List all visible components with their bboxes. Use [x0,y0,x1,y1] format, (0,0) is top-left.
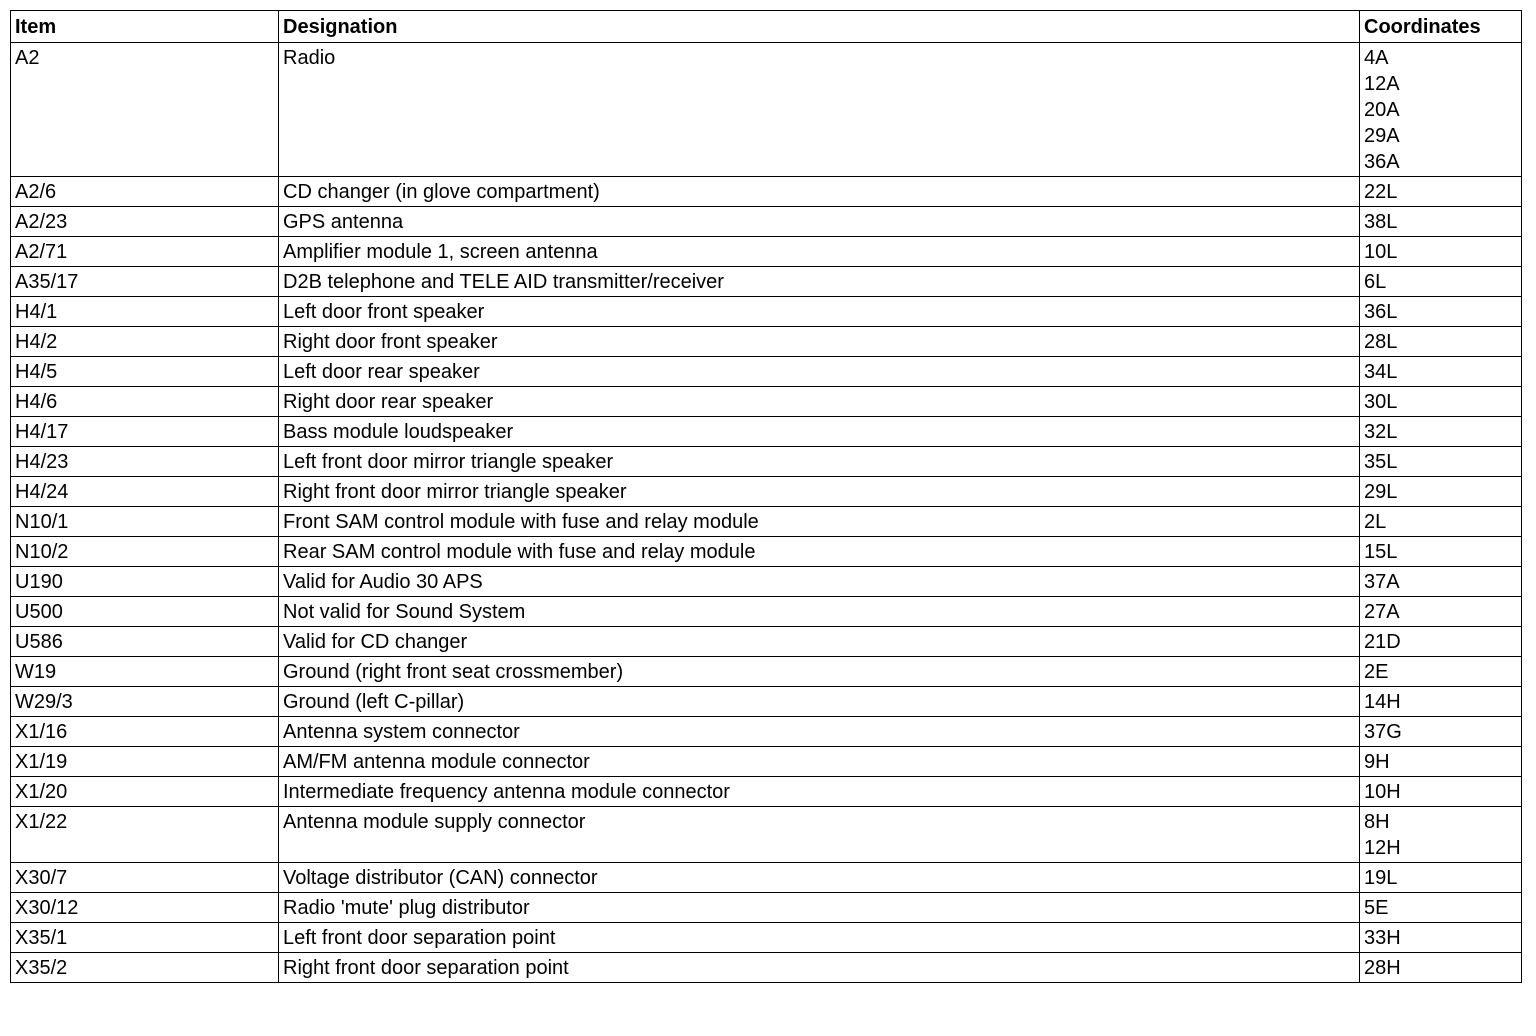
item-code-cell: X30/7 [11,863,279,893]
coordinate-value: 2E [1364,661,1389,683]
coordinates-cell [1360,447,1522,477]
table-row [11,43,1522,177]
coordinates-cell [1360,777,1522,807]
coordinate-value: 5E [1364,897,1389,919]
coordinates-cell [1360,807,1522,863]
designation-cell: Valid for Audio 30 APS [279,567,1360,597]
table-row [11,447,1522,477]
table-row [11,177,1522,207]
coordinate-value: 12A [1364,73,1400,95]
item-code-cell: U586 [11,627,279,657]
header-item: Item [11,11,279,43]
designation-cell: Valid for CD changer [279,627,1360,657]
item-code-cell: X35/1 [11,923,279,953]
coordinates-cell [1360,477,1522,507]
table-row [11,417,1522,447]
table-row [11,507,1522,537]
table-row [11,537,1522,567]
coordinate-value: 8H [1364,811,1390,833]
designation-cell: Front SAM control module with fuse and relay module [279,507,1360,537]
coordinate-value: 15L [1364,541,1398,563]
coordinate-value: 21D [1364,631,1401,653]
header-row [11,11,1522,43]
coordinates-cell [1360,627,1522,657]
designation-cell: Right front door separation point [279,953,1360,983]
coordinate-value: 10L [1364,241,1398,263]
coordinate-value: 30L [1364,391,1398,413]
item-code-cell: H4/2 [11,327,279,357]
coordinates-cell [1360,953,1522,983]
coordinate-value: 28L [1364,331,1398,353]
table-row [11,717,1522,747]
designation-cell: Left door front speaker [279,297,1360,327]
item-code-cell: H4/5 [11,357,279,387]
table-row [11,327,1522,357]
item-code-cell: X1/22 [11,807,279,863]
coordinate-value: 4A [1364,47,1389,69]
table-row [11,567,1522,597]
designation-cell: Antenna system connector [279,717,1360,747]
table-row [11,597,1522,627]
item-code-cell: H4/1 [11,297,279,327]
coordinates-cell [1360,657,1522,687]
coordinates-cell [1360,537,1522,567]
table-row [11,807,1522,863]
coordinate-value: 34L [1364,361,1398,383]
coordinates-cell [1360,387,1522,417]
designation-cell: Bass module loudspeaker [279,417,1360,447]
designation-cell: Radio 'mute' plug distributor [279,893,1360,923]
item-code-cell: H4/24 [11,477,279,507]
coordinate-value: 2L [1364,511,1387,533]
item-code-cell: H4/6 [11,387,279,417]
table-row [11,657,1522,687]
designation-cell: Radio [279,43,1360,177]
designation-cell: Right door rear speaker [279,387,1360,417]
item-code-cell: N10/2 [11,537,279,567]
coordinates-cell [1360,177,1522,207]
table-header [11,11,1522,43]
coordinate-value: 37A [1364,571,1400,593]
table-row [11,953,1522,983]
component-legend-table [10,10,1522,983]
coordinate-value: 33H [1364,927,1401,949]
coordinate-value: 20A [1364,99,1400,121]
designation-cell: Ground (left C-pillar) [279,687,1360,717]
designation-cell: GPS antenna [279,207,1360,237]
coordinates-cell [1360,297,1522,327]
item-code-cell: A2/6 [11,177,279,207]
item-code-cell: U190 [11,567,279,597]
designation-cell: Intermediate frequency antenna module connector [279,777,1360,807]
item-code-cell: N10/1 [11,507,279,537]
table-row [11,207,1522,237]
table-body [11,43,1522,983]
designation-cell: Not valid for Sound System [279,597,1360,627]
coordinates-cell [1360,597,1522,627]
item-code-cell: W29/3 [11,687,279,717]
item-code-cell: U500 [11,597,279,627]
item-code-cell: H4/17 [11,417,279,447]
table-row [11,267,1522,297]
item-code-cell: X1/19 [11,747,279,777]
item-code-cell: W19 [11,657,279,687]
table-row [11,923,1522,953]
designation-cell: Left front door separation point [279,923,1360,953]
coordinate-value: 6L [1364,271,1387,293]
table-row [11,627,1522,657]
coordinates-cell [1360,923,1522,953]
coordinates-cell [1360,717,1522,747]
coordinates-cell [1360,687,1522,717]
header-designation: Designation [279,11,1360,43]
coordinates-cell [1360,357,1522,387]
coordinate-value: 22L [1364,181,1398,203]
item-code-cell: A35/17 [11,267,279,297]
header-coordinates: Coordinates [1360,11,1522,43]
item-code-cell: H4/23 [11,447,279,477]
table-row [11,747,1522,777]
designation-cell: Left front door mirror triangle speaker [279,447,1360,477]
table-row [11,863,1522,893]
designation-cell: D2B telephone and TELE AID transmitter/receiver [279,267,1360,297]
item-code-cell: X30/12 [11,893,279,923]
coordinates-cell [1360,43,1522,177]
table-row [11,237,1522,267]
item-code-cell: X35/2 [11,953,279,983]
table-row [11,387,1522,417]
item-code-cell: A2/71 [11,237,279,267]
coordinate-value: 12H [1364,837,1401,859]
item-code-cell: A2 [11,43,279,177]
table-row [11,777,1522,807]
coordinates-cell [1360,207,1522,237]
coordinates-cell [1360,863,1522,893]
coordinates-cell [1360,893,1522,923]
designation-cell: Amplifier module 1, screen antenna [279,237,1360,267]
coordinates-cell [1360,567,1522,597]
coordinate-value: 35L [1364,451,1398,473]
coordinate-value: 29A [1364,125,1400,147]
coordinate-value: 37G [1364,721,1402,743]
designation-cell: Rear SAM control module with fuse and relay module [279,537,1360,567]
coordinates-cell [1360,237,1522,267]
table-row [11,357,1522,387]
table-row [11,893,1522,923]
item-code-cell: A2/23 [11,207,279,237]
coordinate-value: 36L [1364,301,1398,323]
table-row [11,297,1522,327]
item-code-cell: X1/20 [11,777,279,807]
designation-cell: Ground (right front seat crossmember) [279,657,1360,687]
coordinate-value: 27A [1364,601,1400,623]
coordinate-value: 9H [1364,751,1390,773]
coordinate-value: 10H [1364,781,1401,803]
coordinates-cell [1360,747,1522,777]
coordinate-value: 28H [1364,957,1401,979]
table-row [11,687,1522,717]
designation-cell: Voltage distributor (CAN) connector [279,863,1360,893]
designation-cell: Right door front speaker [279,327,1360,357]
designation-cell: Antenna module supply connector [279,807,1360,863]
coordinate-value: 36A [1364,151,1400,173]
designation-cell: AM/FM antenna module connector [279,747,1360,777]
designation-cell: CD changer (in glove compartment) [279,177,1360,207]
designation-cell: Right front door mirror triangle speaker [279,477,1360,507]
coordinate-value: 32L [1364,421,1398,443]
table-row [11,477,1522,507]
coordinates-cell [1360,327,1522,357]
coordinates-cell [1360,417,1522,447]
coordinate-value: 38L [1364,211,1398,233]
designation-cell: Left door rear speaker [279,357,1360,387]
coordinate-value: 14H [1364,691,1401,713]
item-code-cell: X1/16 [11,717,279,747]
coordinate-value: 19L [1364,867,1398,889]
coordinate-value: 29L [1364,481,1398,503]
coordinates-cell [1360,267,1522,297]
coordinates-cell [1360,507,1522,537]
